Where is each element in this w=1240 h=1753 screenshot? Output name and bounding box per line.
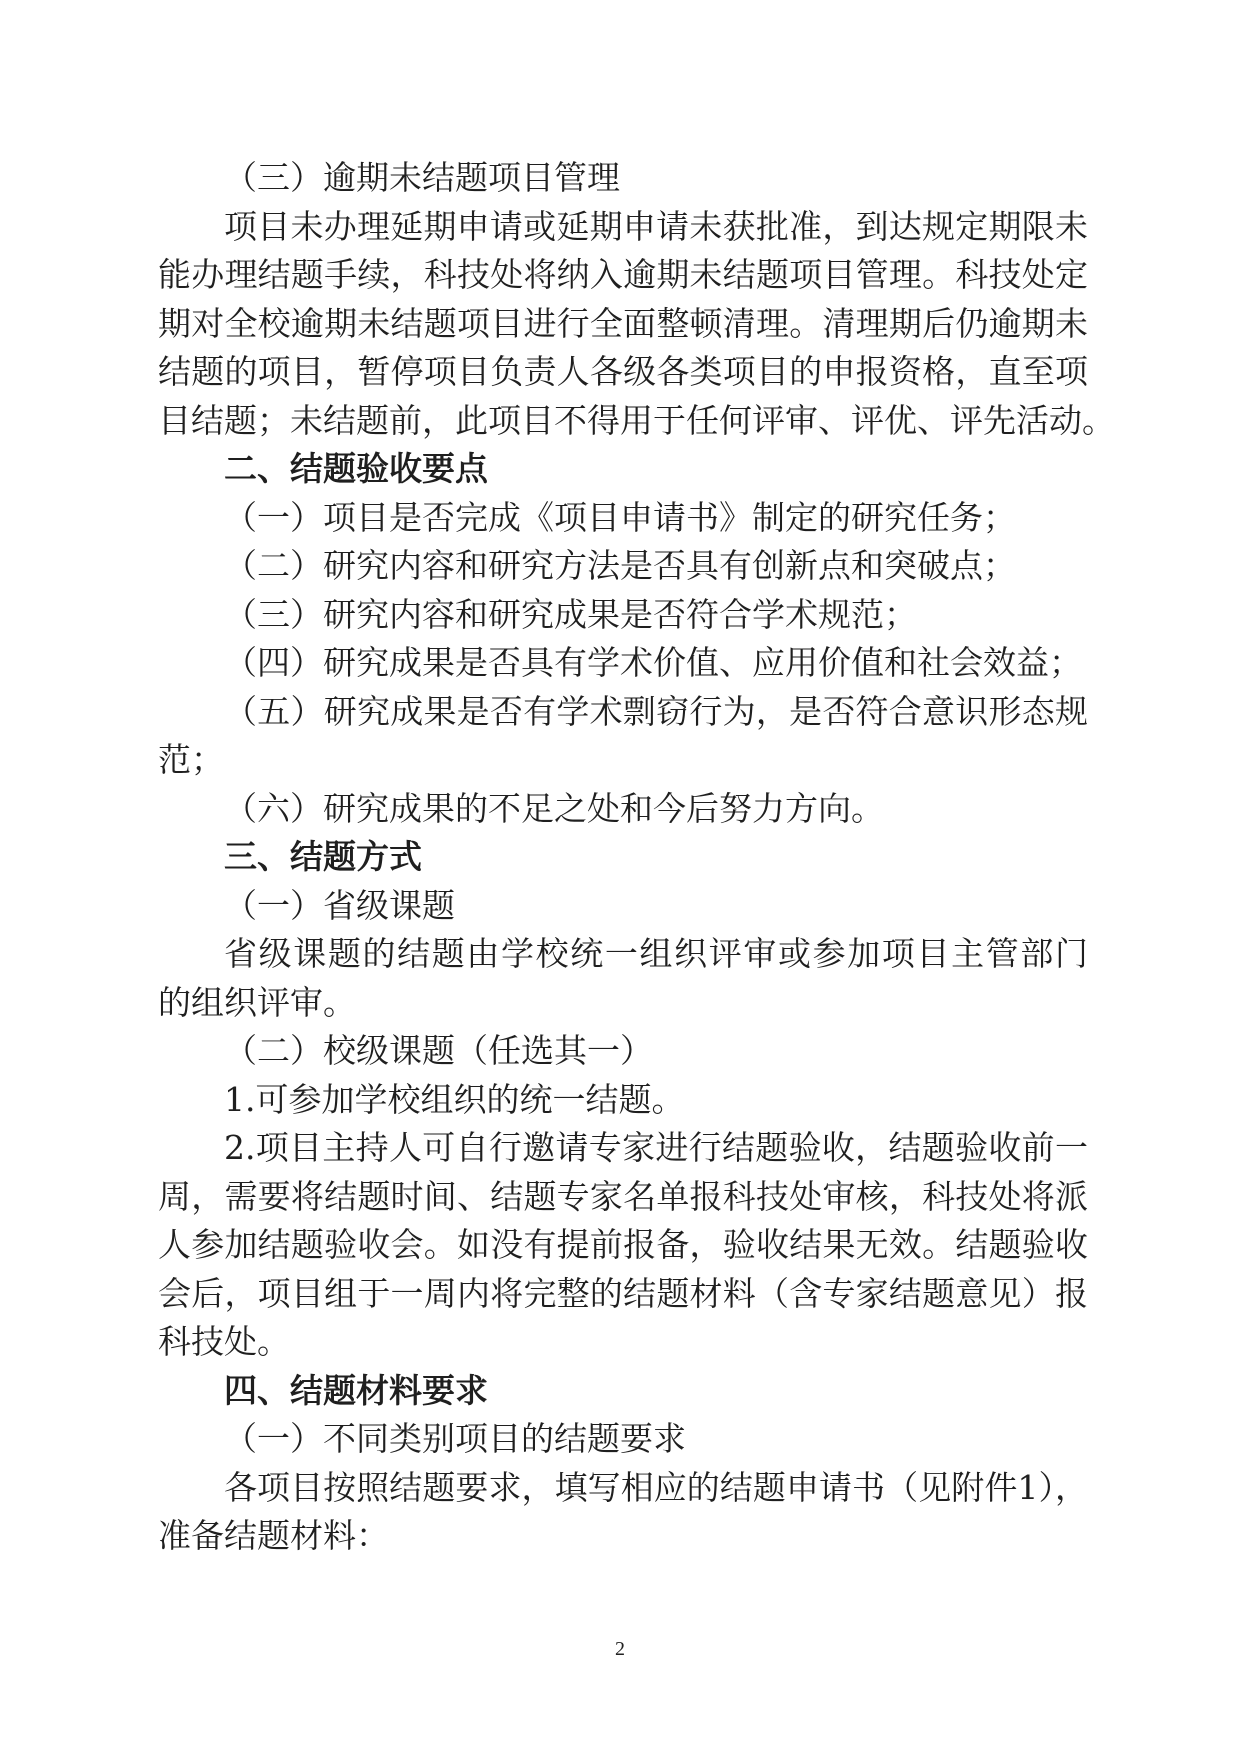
- text-line: 能办理结题手续，科技处将纳入逾期未结题项目管理。科技处定: [158, 255, 1088, 294]
- text-line: 1.可参加学校组织的统一结题。: [224, 1079, 685, 1119]
- subsection-heading: （三）逾期未结题项目管理: [224, 158, 620, 197]
- text-line: 结题的项目，暂停项目负责人各级各类项目的申报资格，直至项: [158, 352, 1088, 391]
- section-heading: 三、结题方式: [224, 837, 422, 876]
- text-line: 范；: [158, 740, 224, 779]
- text-line: （六）研究成果的不足之处和今后努力方向。: [224, 788, 884, 828]
- text-line: 科技处。: [158, 1322, 290, 1361]
- section-heading: 四、结题材料要求: [224, 1370, 488, 1410]
- text-line: 的组织评审。: [158, 982, 356, 1022]
- text-line: 项目未办理延期申请或延期申请未获批准，到达规定期限未: [224, 206, 1088, 246]
- text-line: 人参加结题验收会。如没有提前报备，验收结果无效。结题验收: [158, 1225, 1088, 1264]
- text-line: （一）项目是否完成《项目申请书》制定的研究任务；: [224, 497, 1016, 537]
- text-line: （三）研究内容和研究成果是否符合学术规范；: [224, 594, 917, 634]
- text-line: （五）研究成果是否有学术剽窃行为，是否符合意识形态规: [224, 691, 1088, 731]
- section-heading: 二、结题验收要点: [224, 449, 488, 488]
- text-line: 准备结题材料：: [158, 1516, 389, 1555]
- text-line: 目结题；未结题前，此项目不得用于任何评审、评优、评先活动。: [158, 400, 1115, 440]
- page-number: 2: [615, 1638, 625, 1660]
- text-line: 省级课题的结题由学校统一组织评审或参加项目主管部门: [224, 934, 1088, 973]
- text-line: 周，需要将结题时间、结题专家名单报科技处审核，科技处将派: [158, 1176, 1088, 1216]
- text-line: （二）研究内容和研究方法是否具有创新点和突破点；: [224, 546, 1016, 585]
- text-line: 会后，项目组于一周内将完整的结题材料（含专家结题意见）报: [158, 1273, 1088, 1313]
- subsection-heading: （二）校级课题（任选其一）: [224, 1031, 653, 1070]
- text-line: （四）研究成果是否具有学术价值、应用价值和社会效益；: [224, 643, 1082, 682]
- subsection-heading: （一）不同类别项目的结题要求: [224, 1419, 686, 1458]
- document-body: [158, 154, 1115, 1561]
- text-line: 2.项目主持人可自行邀请专家进行结题验收，结题验收前一: [224, 1128, 1088, 1167]
- text-line: 各项目按照结题要求，填写相应的结题申请书（见附件1），: [224, 1467, 1088, 1507]
- text-line: 期对全校逾期未结题项目进行全面整顿清理。清理期后仍逾期未: [158, 303, 1088, 343]
- subsection-heading: （一）省级课题: [224, 885, 455, 925]
